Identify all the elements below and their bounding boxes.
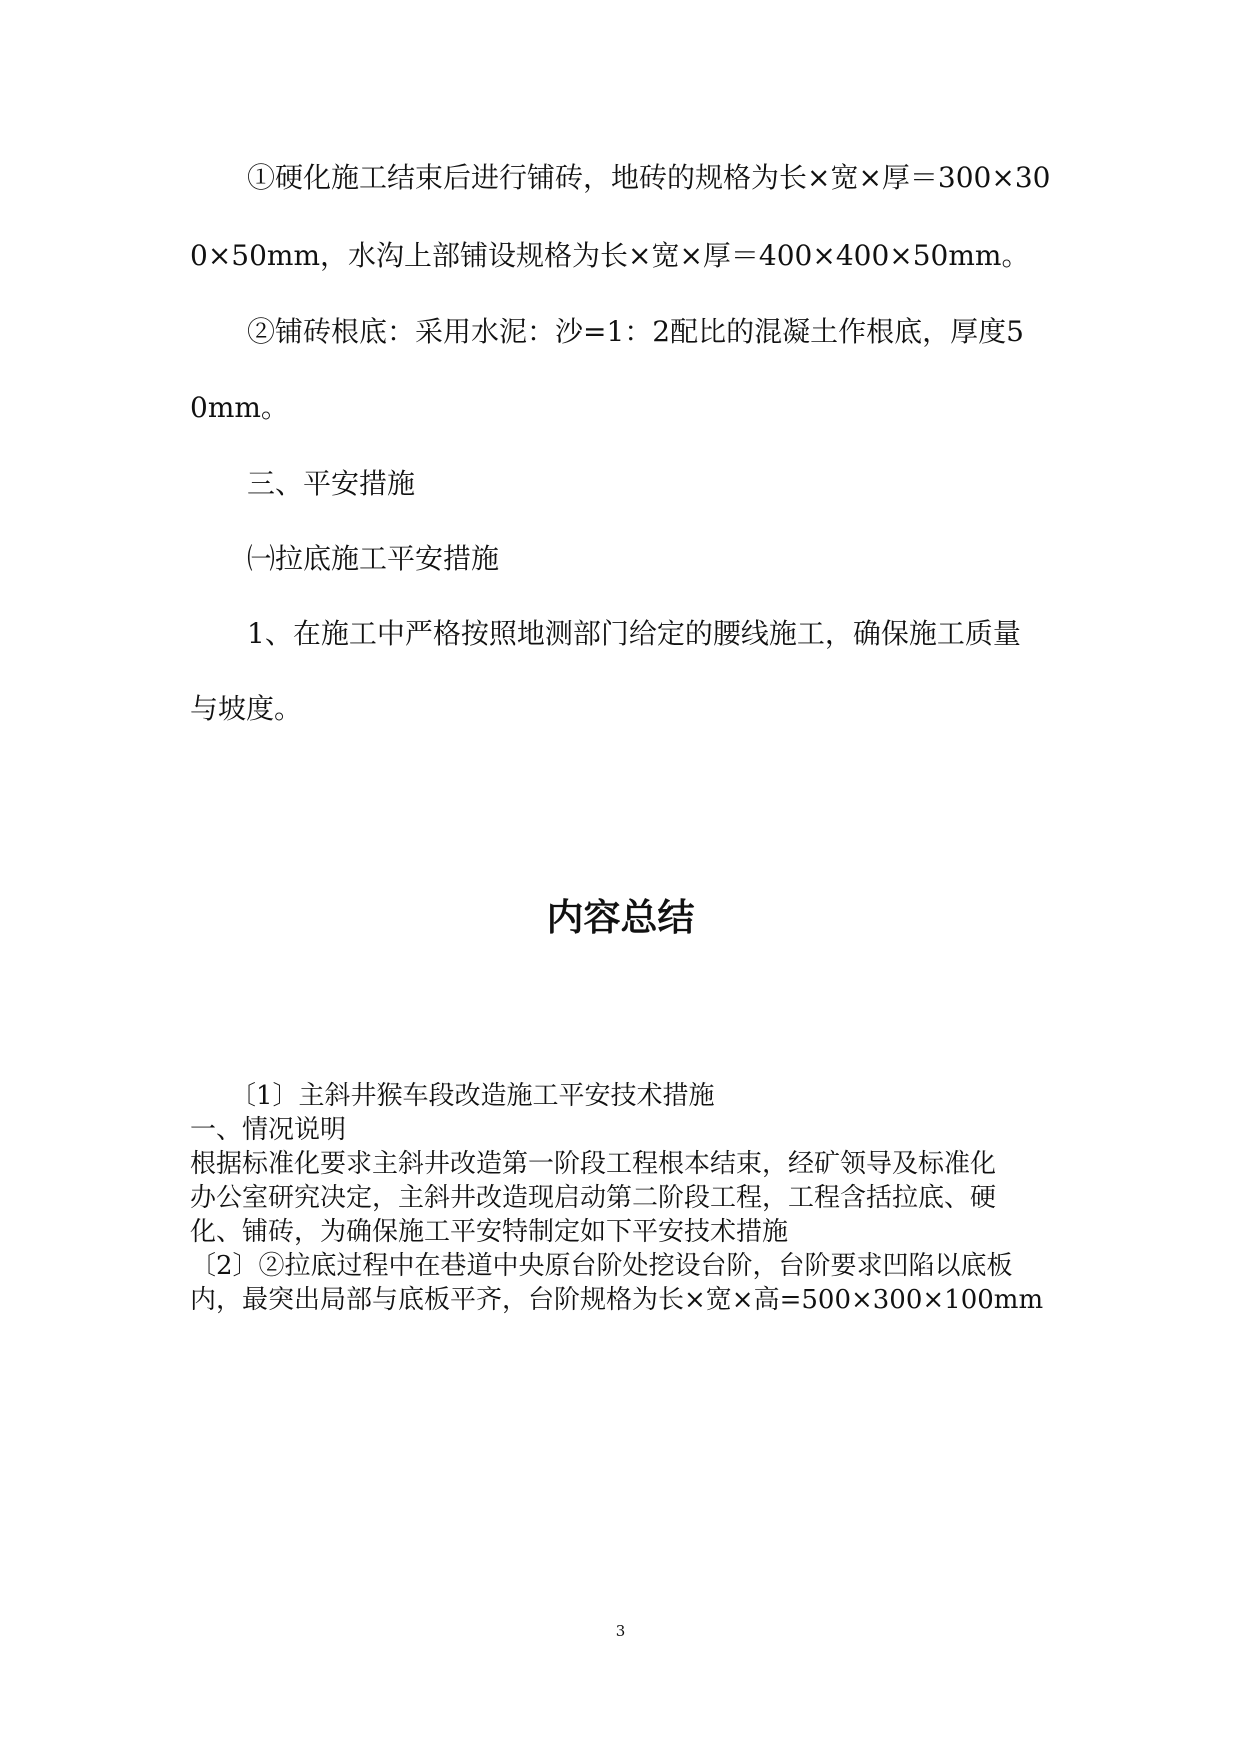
paragraph-waistline-construction-continued: 与坡度。 [190, 692, 303, 725]
summary-line: 〔1〕主斜井猴车段改造施工平安技术措施 [230, 1081, 715, 1111]
page-number: 3 [615, 1622, 626, 1640]
summary-line: 办公室研究决定，主斜井改造现启动第二阶段工程，工程含括拉底、硬 [190, 1183, 997, 1213]
summary-line: 根据标准化要求主斜井改造第一阶段工程根本结束，经矿领导及标准化 [190, 1149, 997, 1179]
paragraph-tile-spec: ①硬化施工结束后进行铺砖，地砖的规格为长×宽×厚＝300×30 [247, 161, 1051, 194]
summary-line: 一、情况说明 [190, 1115, 347, 1145]
subsection-heading-undercut-safety: ㈠拉底施工平安措施 [247, 542, 500, 575]
section-heading-safety-measures: 三、平安措施 [247, 467, 416, 500]
summary-heading: 内容总结 [546, 896, 695, 939]
paragraph-tile-base-continued: 0mm。 [190, 391, 289, 424]
paragraph-tile-spec-continued: 0×50mm，水沟上部铺设规格为长×宽×厚＝400×400×50mm。 [190, 239, 1030, 272]
summary-line: 〔2〕②拉底过程中在巷道中央原台阶处挖设台阶，台阶要求凹陷以底板 [190, 1251, 1013, 1281]
summary-line: 内，最突出局部与底板平齐，台阶规格为长×宽×高=500×300×100mm [190, 1285, 1044, 1315]
summary-line: 化、铺砖，为确保施工平安特制定如下平安技术措施 [190, 1217, 789, 1247]
paragraph-tile-base: ②铺砖根底：采用水泥：沙=1：2配比的混凝土作根底，厚度5 [247, 315, 1024, 348]
paragraph-waistline-construction: 1、在施工中严格按照地测部门给定的腰线施工，确保施工质量 [247, 617, 1021, 650]
